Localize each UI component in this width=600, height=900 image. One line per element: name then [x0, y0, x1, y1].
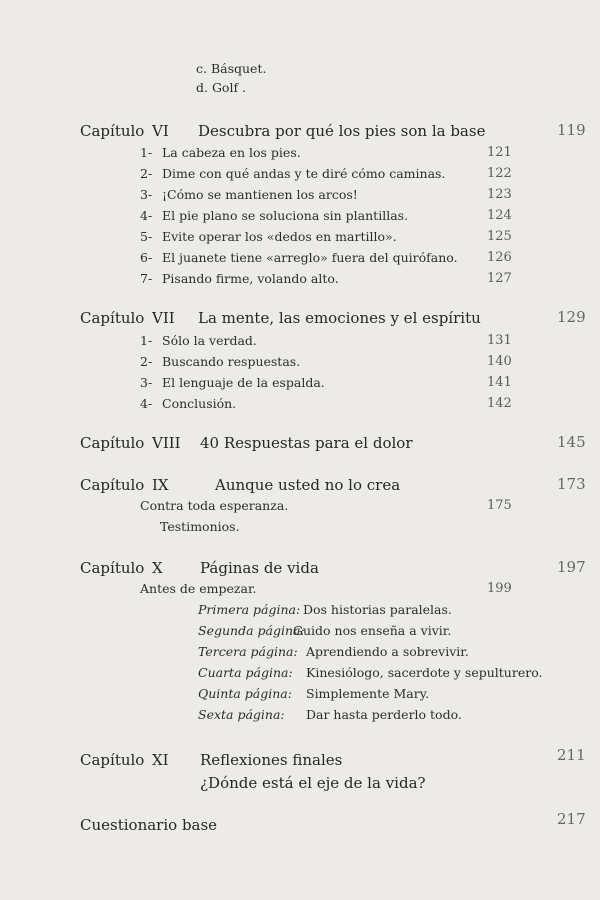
- item-number: 5-: [140, 229, 153, 244]
- item-page: 131: [487, 333, 512, 348]
- chapter-numeral: IX: [152, 476, 169, 494]
- item-page: 199: [487, 581, 512, 596]
- item-text: Dime con qué andas y te diré cómo caminas.: [162, 166, 446, 181]
- item-text: El juanete tiene «arreglo» fuera del quirófano.: [162, 250, 458, 265]
- item-number: 3-: [140, 187, 153, 202]
- item-page: 127: [487, 271, 512, 286]
- chapter-label: Capítulo: [80, 122, 145, 140]
- chapter-page: 173: [557, 475, 586, 493]
- chapter-numeral: VII: [152, 309, 175, 327]
- item-number: 6-: [140, 250, 153, 265]
- item-page: 126: [487, 250, 512, 265]
- chapter-page: 129: [557, 308, 586, 326]
- chapter-title: Aunque usted no lo crea: [215, 476, 401, 494]
- toc-end-title: Cuestionario base: [80, 816, 218, 834]
- page-label: Cuarta página:: [198, 665, 293, 680]
- item-text: ¡Cómo se mantienen los arcos!: [162, 187, 358, 202]
- item-number: 1-: [140, 145, 153, 160]
- item-text: El pie plano se soluciona sin plantillas.: [162, 208, 409, 223]
- page-text: Guido nos enseña a vivir.: [293, 623, 452, 638]
- item-page: 142: [487, 396, 512, 411]
- page-text: Kinesiólogo, sacerdote y sepulturero.: [306, 665, 543, 680]
- item-page: 175: [487, 498, 512, 513]
- item-text: Sólo la verdad.: [162, 333, 257, 348]
- chapter-label: Capítulo: [80, 309, 145, 327]
- toc-end-page: 217: [557, 810, 586, 828]
- item-number: 1-: [140, 333, 153, 348]
- chapter-subtitle: ¿Dónde está el eje de la vida?: [200, 774, 426, 792]
- item-page: 141: [487, 375, 512, 390]
- item-number: 2-: [140, 166, 153, 181]
- item-number: 2-: [140, 354, 153, 369]
- chapter-label: Capítulo: [80, 434, 145, 452]
- item-page: 123: [487, 187, 512, 202]
- chapter-numeral: X: [152, 559, 163, 577]
- item-text: Evite operar los «dedos en martillo».: [162, 229, 397, 244]
- chapter-title: Páginas de vida: [200, 559, 319, 577]
- chapter-page: 197: [557, 558, 586, 576]
- page-text: Dar hasta perderlo todo.: [306, 707, 462, 722]
- item-page: 122: [487, 166, 512, 181]
- chapter-label: Capítulo: [80, 559, 145, 577]
- item-text: Pisando firme, volando alto.: [162, 271, 339, 286]
- chapter-title: Reflexiones finales: [200, 751, 343, 769]
- page-text: Aprendiendo a sobrevivir.: [306, 644, 469, 659]
- item-text: Antes de empezar.: [140, 581, 257, 596]
- item-number: 3-: [140, 375, 153, 390]
- item-text: Buscando respuestas.: [162, 354, 301, 369]
- chapter-title: Descubra por qué los pies son la base: [198, 122, 486, 140]
- item-page: 121: [487, 145, 512, 160]
- item-page: 125: [487, 229, 512, 244]
- chapter-numeral: XI: [152, 751, 169, 769]
- chapter-numeral: VIII: [152, 434, 181, 452]
- item-text: La cabeza en los pies.: [162, 145, 301, 160]
- item-text: Contra toda esperanza.: [140, 498, 289, 513]
- page-label: Tercera página:: [198, 644, 298, 659]
- item-text: El lenguaje de la espalda.: [162, 375, 325, 390]
- chapter-title: La mente, las emociones y el espíritu: [198, 309, 481, 327]
- chapter-label: Capítulo: [80, 476, 145, 494]
- item-text: Testimonios.: [160, 519, 240, 534]
- chapter-page: 119: [557, 121, 586, 139]
- page-label: Quinta página:: [198, 686, 292, 701]
- chapter-page: 211: [557, 746, 586, 764]
- item-text: Conclusión.: [162, 396, 237, 411]
- page-label: Sexta página:: [198, 707, 285, 722]
- page-label: Primera página:: [198, 602, 301, 617]
- chapter-label: Capítulo: [80, 751, 145, 769]
- toc-subitem: d. Golf .: [196, 80, 247, 95]
- item-number: 4-: [140, 208, 153, 223]
- chapter-title: 40 Respuestas para el dolor: [200, 434, 413, 452]
- chapter-numeral: VI: [152, 122, 169, 140]
- page-text: Simplemente Mary.: [306, 686, 430, 701]
- item-page: 124: [487, 208, 512, 223]
- toc-subitem: c. Básquet.: [196, 61, 267, 76]
- item-number: 7-: [140, 271, 153, 286]
- page-text: Dos historias paralelas.: [303, 602, 452, 617]
- item-page: 140: [487, 354, 512, 369]
- chapter-page: 145: [557, 433, 586, 451]
- item-number: 4-: [140, 396, 153, 411]
- page-label: Segunda página:: [198, 623, 305, 638]
